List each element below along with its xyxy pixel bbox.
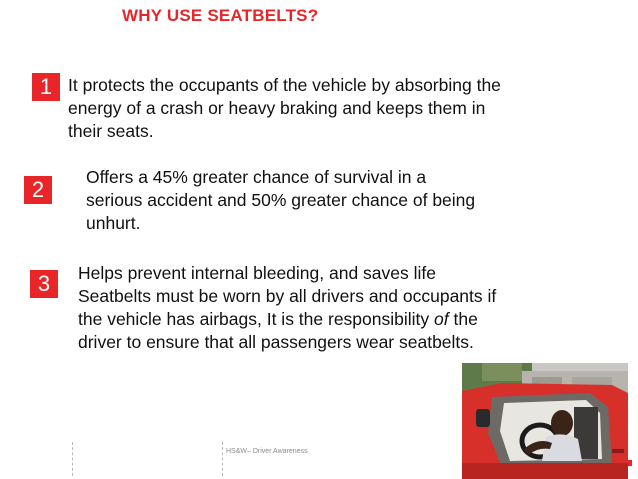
footer-divider-left [72, 442, 73, 476]
point-1-line-2: energy of a crash or heavy braking and keeps them in [68, 98, 486, 118]
point-3-line-4: driver to ensure that all passengers wear seatbelts. [78, 332, 474, 352]
point-1-text [68, 74, 501, 143]
point-2-text [86, 166, 475, 235]
point-2-line-3: unhurt. [86, 213, 141, 233]
point-3-line-2: Seatbelts must be worn by all drivers and occupants if [78, 286, 497, 306]
footer-divider-center [222, 442, 223, 476]
point-3-line-1: Helps prevent internal bleeding, and saves life [78, 263, 436, 283]
point-1-line-1: It protects the occupants of the vehicle by absorbing the [68, 75, 501, 95]
point-3-text [78, 262, 496, 354]
point-3-number-badge: 3 [30, 270, 58, 298]
point-1-line-3: their seats. [68, 121, 154, 141]
point-2-line-2: serious accident and 50% greater chance of being [86, 190, 476, 210]
point-1-number-badge: 1 [32, 73, 60, 101]
corner-accent-mark [628, 460, 632, 466]
footer-text: HS&W– Driver Awareness [226, 448, 308, 455]
point-3-emphasis: of [434, 309, 449, 329]
point-3-line-3: the vehicle has airbags, It is the responsibility of the [78, 309, 478, 329]
driver-in-car-photo [462, 363, 628, 479]
point-2-number-badge: 2 [24, 176, 52, 204]
point-2-line-1: Offers a 45% greater chance of survival in a [86, 167, 427, 187]
slide-title: WHY USE SEATBELTS? [122, 6, 319, 25]
